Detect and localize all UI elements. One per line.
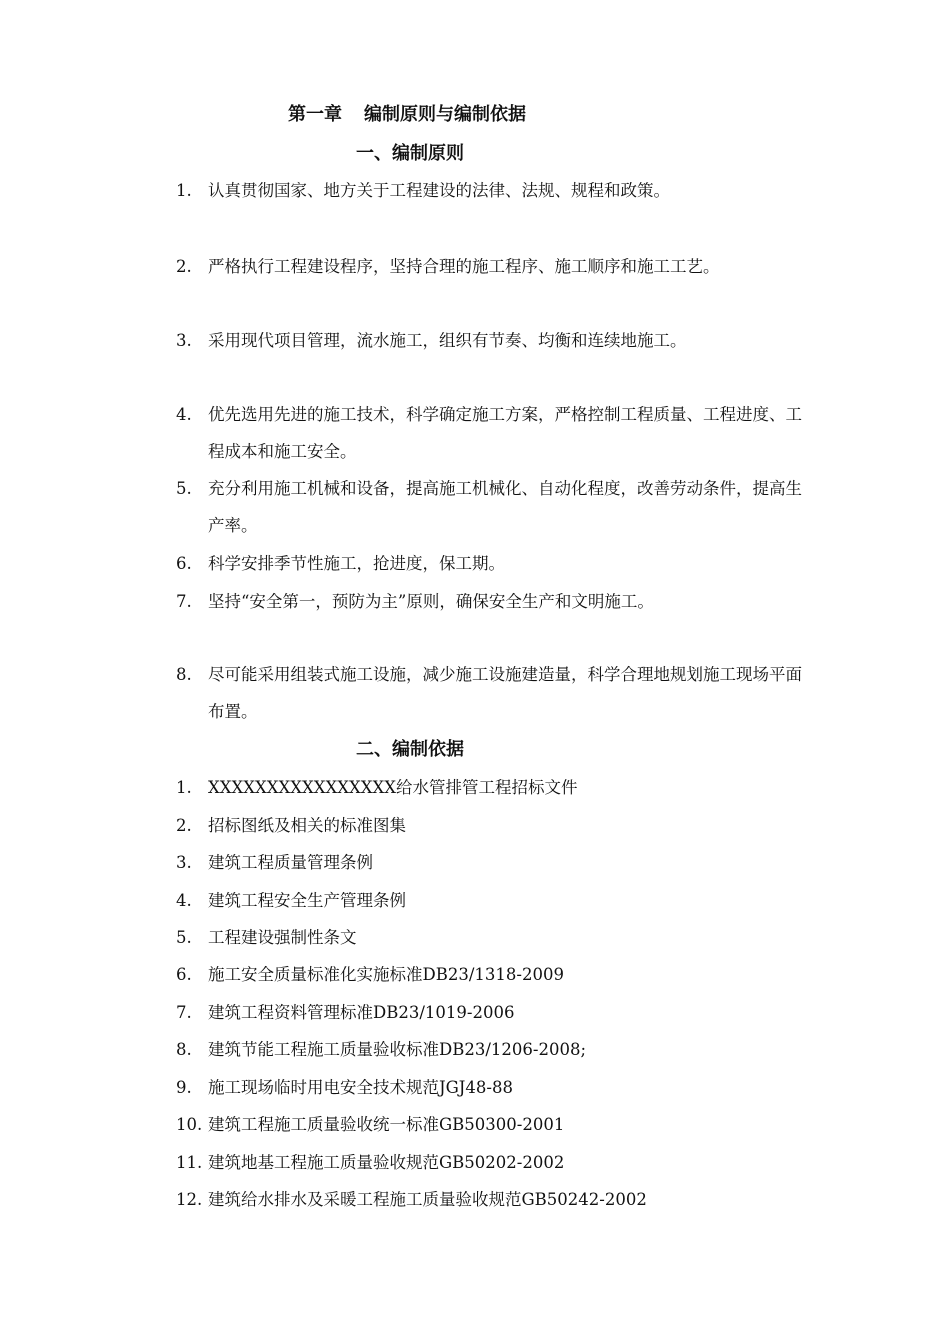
item-text: 建筑工程施工质量验收统一标准GB50300-2001 — [208, 1115, 565, 1134]
item-number: 4. — [176, 405, 192, 424]
basis-heading: 二、编制依据 — [356, 739, 464, 760]
item-text: 充分利用施工机械和设备，提高施工机械化、自动化程度，改善劳动条件，提高生产率。 — [208, 479, 802, 535]
item-text: 尽可能采用组装式施工设施，减少施工设施建造量，科学合理地规划施工现场平面布置。 — [208, 665, 802, 721]
basis-item — [176, 769, 816, 806]
item-number: 7. — [176, 1003, 192, 1022]
principle-item — [176, 248, 816, 285]
item-text: XXXXXXXXXXXXXXXX给水管排管工程招标文件 — [208, 778, 578, 797]
item-text: 认真贯彻国家、地方关于工程建设的法律、法规、规程和政策。 — [208, 181, 670, 200]
basis-item — [176, 807, 816, 844]
item-text: 施工安全质量标准化实施标准DB23/1318-2009 — [208, 965, 564, 984]
basis-item — [176, 994, 816, 1031]
item-number: 11. — [176, 1153, 203, 1172]
principle-item — [176, 470, 816, 544]
basis-item — [176, 1144, 816, 1181]
item-number: 8. — [176, 1040, 192, 1059]
item-text: 建筑节能工程施工质量验收标准DB23/1206-2008; — [208, 1040, 587, 1059]
basis-item — [176, 919, 816, 956]
item-text: 科学安排季节性施工，抢进度，保工期。 — [208, 554, 505, 573]
item-text: 采用现代项目管理，流水施工，组织有节奏、均衡和连续地施工。 — [208, 331, 687, 350]
item-text: 施工现场临时用电安全技术规范JGJ48-88 — [208, 1078, 513, 1097]
item-text: 建筑工程质量管理条例 — [208, 853, 373, 872]
basis-item — [176, 1069, 816, 1106]
principle-item — [176, 545, 816, 582]
chapter-title — [288, 104, 526, 126]
item-number: 3. — [176, 853, 192, 872]
item-number: 12. — [176, 1190, 203, 1209]
principle-item — [176, 656, 816, 730]
item-number: 2. — [176, 816, 192, 835]
item-number: 5. — [176, 479, 192, 498]
item-text: 工程建设强制性条文 — [208, 928, 357, 947]
item-number: 8. — [176, 665, 192, 684]
basis-item — [176, 844, 816, 881]
item-text: 建筑工程资料管理标准DB23/1019-2006 — [208, 1003, 515, 1022]
principle-item — [176, 396, 816, 470]
principles-heading: 一、编制原则 — [356, 143, 464, 164]
basis-item — [176, 956, 816, 993]
item-text: 建筑给水排水及采暖工程施工质量验收规范GB50242-2002 — [208, 1190, 647, 1209]
item-text: 优先选用先进的施工技术，科学确定施工方案，严格控制工程质量、工程进度、工程成本和施工安全。 — [208, 405, 802, 461]
item-number: 7. — [176, 592, 192, 611]
item-number: 2. — [176, 257, 192, 276]
item-number: 9. — [176, 1078, 192, 1097]
item-text: 建筑工程安全生产管理条例 — [208, 891, 406, 910]
chapter-number: 第一章 — [288, 104, 342, 125]
basis-item — [176, 1031, 816, 1068]
item-number: 6. — [176, 965, 192, 984]
item-number: 1. — [176, 181, 192, 200]
principle-item — [176, 583, 816, 620]
item-text: 严格执行工程建设程序，坚持合理的施工程序、施工顺序和施工工艺。 — [208, 257, 720, 276]
item-number: 4. — [176, 891, 192, 910]
item-number: 6. — [176, 554, 192, 573]
chapter-name: 编制原则与编制依据 — [364, 104, 526, 125]
principle-item — [176, 172, 816, 209]
principle-item — [176, 322, 816, 359]
item-text: 建筑地基工程施工质量验收规范GB50202-2002 — [208, 1153, 565, 1172]
item-number: 5. — [176, 928, 192, 947]
item-number: 1. — [176, 778, 192, 797]
basis-item — [176, 1106, 816, 1143]
basis-item — [176, 1181, 816, 1218]
item-text: 招标图纸及相关的标准图集 — [208, 816, 406, 835]
item-text: 坚持“安全第一，预防为主”原则，确保安全生产和文明施工。 — [208, 592, 654, 611]
basis-item — [176, 882, 816, 919]
item-number: 3. — [176, 331, 192, 350]
item-number: 10. — [176, 1115, 203, 1134]
